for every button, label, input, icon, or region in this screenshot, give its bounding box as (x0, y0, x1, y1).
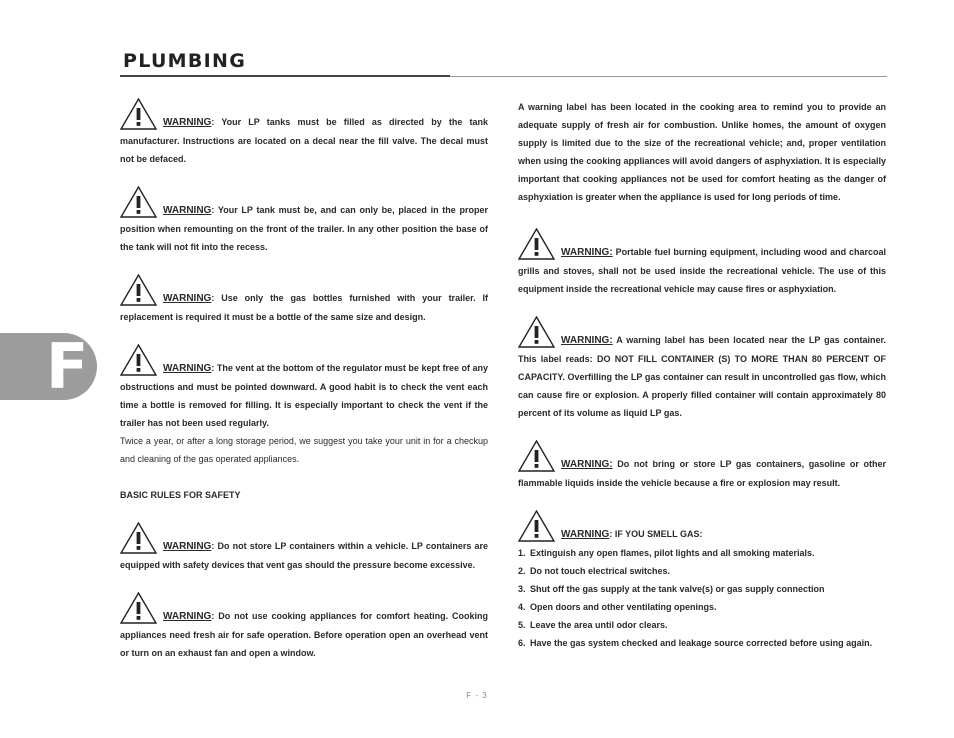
list-item (518, 634, 886, 652)
step-number: 1. (518, 548, 526, 558)
gas-smell-steps (518, 544, 886, 652)
list-item (518, 598, 886, 616)
warning-triangle-icon (518, 228, 555, 260)
warning-label: WARNING: (561, 459, 613, 470)
intro-paragraph: A warning label has been located in the cooking area to remind you to provide an adequate supply of fresh air for combustion. Unlike homes, the amount of oxygen supply is limited due to the size of the recreational vehicle; and, proper ventilation when using the cooking appliances will avoid dangers of asphyxiation. It is especially important that cooking appliances not be used for comfort heating as the danger of asphyxiation is greater when the appliance is used for long periods of time. (518, 102, 886, 202)
warning-paragraph (518, 228, 886, 298)
list-item (518, 580, 886, 598)
warning-triangle-icon (120, 274, 157, 306)
warning-triangle-icon (120, 592, 157, 624)
right-column (518, 98, 886, 652)
warning-triangle-icon (518, 316, 555, 348)
warning-text: : IF YOU SMELL GAS: (609, 529, 703, 539)
step-number: 2. (518, 566, 526, 576)
storage-note: Twice a year, or after a long storage period, we suggest you take your unit in for a checkup and cleaning of the gas operated appliances. (120, 436, 488, 464)
warning-text: : Do not use cooking appliances for comfort heating. Cooking appliances need fresh air for safe operation. Before operation open an overhead vent or turn on an exhaust fan and open a window. (120, 611, 488, 658)
warning-label: WARNING (163, 541, 212, 552)
header-rule-accent (120, 75, 450, 77)
warning-label: WARNING (561, 529, 610, 540)
warning-text: : Your LP tanks must be filled as directed by the tank manufacturer. Instructions are located on a decal near the fill valve. The decal must not be defaced. (120, 117, 488, 164)
left-column (120, 98, 488, 680)
list-item (518, 544, 886, 562)
safety-heading: BASIC RULES FOR SAFETY (120, 490, 241, 500)
warning-paragraph (120, 522, 488, 574)
step-number: 6. (518, 638, 526, 648)
step-text: Open doors and other ventilating openings. (530, 602, 717, 612)
warning-paragraph (518, 316, 886, 422)
warning-triangle-icon (518, 510, 555, 542)
warning-triangle-icon (120, 522, 157, 554)
warning-label: WARNING (163, 117, 212, 128)
warning-text: : The vent at the bottom of the regulator must be kept free of any obstructions and must be pointed downward. A good habit is to check the vent each time a bottle is removed for filling. It is especially important to check the vent if the trailer has not been used regularly. (120, 363, 488, 428)
warning-label: WARNING: (561, 247, 613, 258)
section-tab-letter: F (46, 330, 89, 403)
warning-label: WARNING (163, 363, 212, 374)
page-number: F - 3 (466, 691, 488, 700)
warning-text: A warning label has been located near the LP gas container. This label reads: DO NOT FILL CONTAINER (S) TO MORE THAN 80 PERCENT OF CAPACITY. Overfilling the LP gas container can result in uncontrolled gas flow, which can cause fire or explosion. A properly filled container will contain approximately 80 percent of its volume as liquid LP gas. (518, 335, 886, 418)
step-text: Extinguish any open flames, pilot lights and all smoking materials. (530, 548, 815, 558)
warning-triangle-icon (120, 186, 157, 218)
warning-label: WARNING (163, 611, 212, 622)
step-number: 4. (518, 602, 526, 612)
warning-triangle-icon (120, 98, 157, 130)
step-text: Leave the area until odor clears. (530, 620, 668, 630)
warning-paragraph (120, 98, 488, 168)
warning-text: Do not bring or store LP gas containers, gasoline or other flammable liquids inside the vehicle because a fire or explosion may result. (518, 459, 886, 488)
section-tab (0, 330, 97, 403)
step-text: Have the gas system checked and leakage source corrected before using again. (530, 638, 873, 648)
warning-paragraph (120, 274, 488, 326)
warning-paragraph (518, 510, 886, 544)
warning-label: WARNING (163, 205, 212, 216)
warning-text: : Use only the gas bottles furnished with your trailer. If replacement is required it must be a bottle of the same size and design. (120, 293, 488, 322)
step-text: Shut off the gas supply at the tank valve(s) or gas supply connection (530, 584, 825, 594)
warning-paragraph (120, 344, 488, 432)
page-title: PLUMBING (123, 50, 247, 72)
list-item (518, 562, 886, 580)
warning-text: : Your LP tank must be, and can only be, placed in the proper position when remounting on the front of the trailer. In any other position the base of the tank will not fit into the recess. (120, 205, 488, 252)
warning-label: WARNING (163, 293, 212, 304)
warning-paragraph (120, 592, 488, 662)
step-text: Do not touch electrical switches. (530, 566, 671, 576)
list-item (518, 616, 886, 634)
warning-paragraph (518, 440, 886, 492)
warning-text: Portable fuel burning equipment, including wood and charcoal grills and stoves, shall not be used inside the recreational vehicle. The use of this equipment inside the recreational vehicle may cause fires or asphyxiation. (518, 247, 886, 294)
warning-triangle-icon (518, 440, 555, 472)
warning-triangle-icon (120, 344, 157, 376)
warning-paragraph (120, 186, 488, 256)
step-number: 3. (518, 584, 526, 594)
warning-label: WARNING: (561, 335, 613, 346)
warning-text: : Do not store LP containers within a vehicle. LP containers are equipped with safety devices that vent gas should the pressure become excessive. (120, 541, 488, 570)
step-number: 5. (518, 620, 526, 630)
